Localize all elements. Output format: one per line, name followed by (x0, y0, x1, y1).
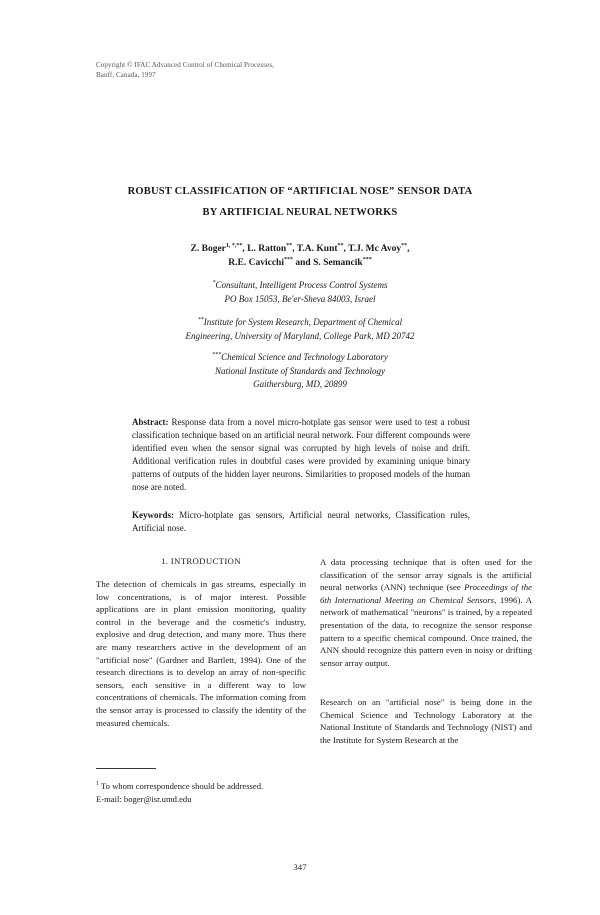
author-4-mark: ** (401, 242, 408, 249)
affiliation-3-line-2: National Institute of Standards and Technology (214, 365, 386, 376)
affiliation-2-line-1: Institute for System Research, Department of Chemical (203, 317, 403, 327)
keywords (132, 509, 470, 535)
affiliation-1-line-2: PO Box 15053, Be'er-Sheva 84003, Israel (224, 293, 376, 304)
keywords-text: Micro-hotplate gas sensors, Artificial neural networks, Classification rules, Artificial nose. (132, 510, 471, 533)
affiliation-1 (150, 279, 450, 306)
keywords-label: Keywords: (132, 510, 174, 520)
affiliation-3-line-3: Gaithersburg, MD, 20899 (253, 379, 347, 389)
affiliation-1-line-1: Consultant, Intelligent Process Control Systems (215, 280, 388, 290)
author-5: R.E. Cavicchi (228, 258, 284, 268)
footnote-mark: 1 (96, 781, 99, 788)
affiliation-2-mark: ** (197, 317, 204, 323)
affiliation-2-line-2: Engineering, University of Maryland, College Park, MD 20742 (185, 330, 415, 341)
author-6: S. Semancik (313, 258, 363, 268)
author-4: T.J. Mc Avoy (348, 244, 402, 254)
section-heading-introduction: 1. INTRODUCTION (161, 556, 241, 566)
intro-paragraph-1: The detection of chemicals in gas streams, especially in low concentrations, is of major interest. Possible applications are in plant emission monitoring, quality control in the beverage and the cosmetic's industry, explosive and drug detection, and many more. Thus there are many researchers active in the development of an "artificial nose" (Gardner and Bartlett, 1994). One of the research directions is to develop an array of non-specific sensors, each sensitive in a different way to low concentrations of chemicals. The information coming from the sensor array is processed to classify the identity of the measured chemicals. (96, 579, 306, 728)
copyright-line-2: Banff, Canada, 1997 (96, 71, 156, 79)
title-line-2: BY ARTIFICIAL NEURAL NETWORKS (202, 207, 398, 218)
paper-title (60, 181, 540, 223)
copyright-notice (96, 60, 274, 80)
author-3: T.A. Kunt (296, 244, 338, 254)
affiliation-2 (130, 316, 470, 343)
page-number: 347 (293, 862, 307, 872)
affiliation-3-line-1: Chemical Science and Technology Laboratory (221, 352, 388, 362)
footnote-rule (96, 768, 156, 769)
footnote-line-2: E-mail: boger@isr.umd.edu (96, 793, 192, 804)
citation-proceedings: Proceedings of the 6th International Meeting on Chemical Sensors (320, 582, 533, 605)
abstract-text: Response data from a novel micro-hotplate gas sensor were used to test a robust classification technique based on an artificial neural network. Four different compounds were identified even when the sensor signal was corrupted by high levels of noise and drift. Additional verification rules in doubtful cases were provided by examining unique binary patterns of outputs of the hidden layer neurons. Similarities to proposed models of the human nose are noted. (132, 417, 471, 492)
right-paragraph-1-a: A data processing technique that is often used for the classification of the sensor array signals is the artificial neural networks (ANN) technique (see (320, 557, 532, 593)
footnote (96, 780, 263, 805)
footnote-line-1: To whom correspondence should be addressed. (101, 781, 264, 791)
author-5-mark: *** (283, 256, 293, 263)
abstract (132, 416, 470, 494)
abstract-label: Abstract: (132, 417, 169, 427)
author-and: and (295, 258, 311, 268)
title-line-1: ROBUST CLASSIFICATION OF “ARTIFICIAL NOSE” SENSOR DATA (127, 186, 473, 197)
affiliation-3 (150, 351, 450, 392)
author-2: L. Ratton (247, 244, 287, 254)
author-6-mark: *** (362, 256, 372, 263)
affiliation-3-mark: *** (212, 352, 222, 358)
copyright-line-1: Copyright © IFAC Advanced Control of Chemical Processes, (96, 61, 274, 69)
author-3-mark: ** (337, 242, 344, 249)
right-paragraph-1-b: , 1996). A network of mathematical "neurons" is trained, by a repeated presentation of the data, to recognize the sensor response pattern to a specific chemical compound. Once trained, the ANN should recognize this pattern even in noisy or drifting sensor array output. (320, 594, 532, 668)
right-paragraph-2: Research on an "artificial nose" is being done in the Chemical Science and Technology Laboratory at the National Institute of Standards and Technology (NIST) and the Institute for System Research at the (320, 697, 532, 745)
affiliation-1-mark: * (212, 280, 216, 286)
author-2-mark: ** (286, 242, 293, 249)
author-1: Z. Boger (190, 244, 226, 254)
author-list: Z. Boger$^{1, *,**}$, L. Ratton**, T.A. Kunt**, T.J. Mc Avoy**, R.E. Cavicchi*** and S. Semancik*** (190, 242, 410, 268)
author-1-mark: 1, *,** (225, 242, 243, 249)
right-paragraph-1 (320, 556, 532, 669)
